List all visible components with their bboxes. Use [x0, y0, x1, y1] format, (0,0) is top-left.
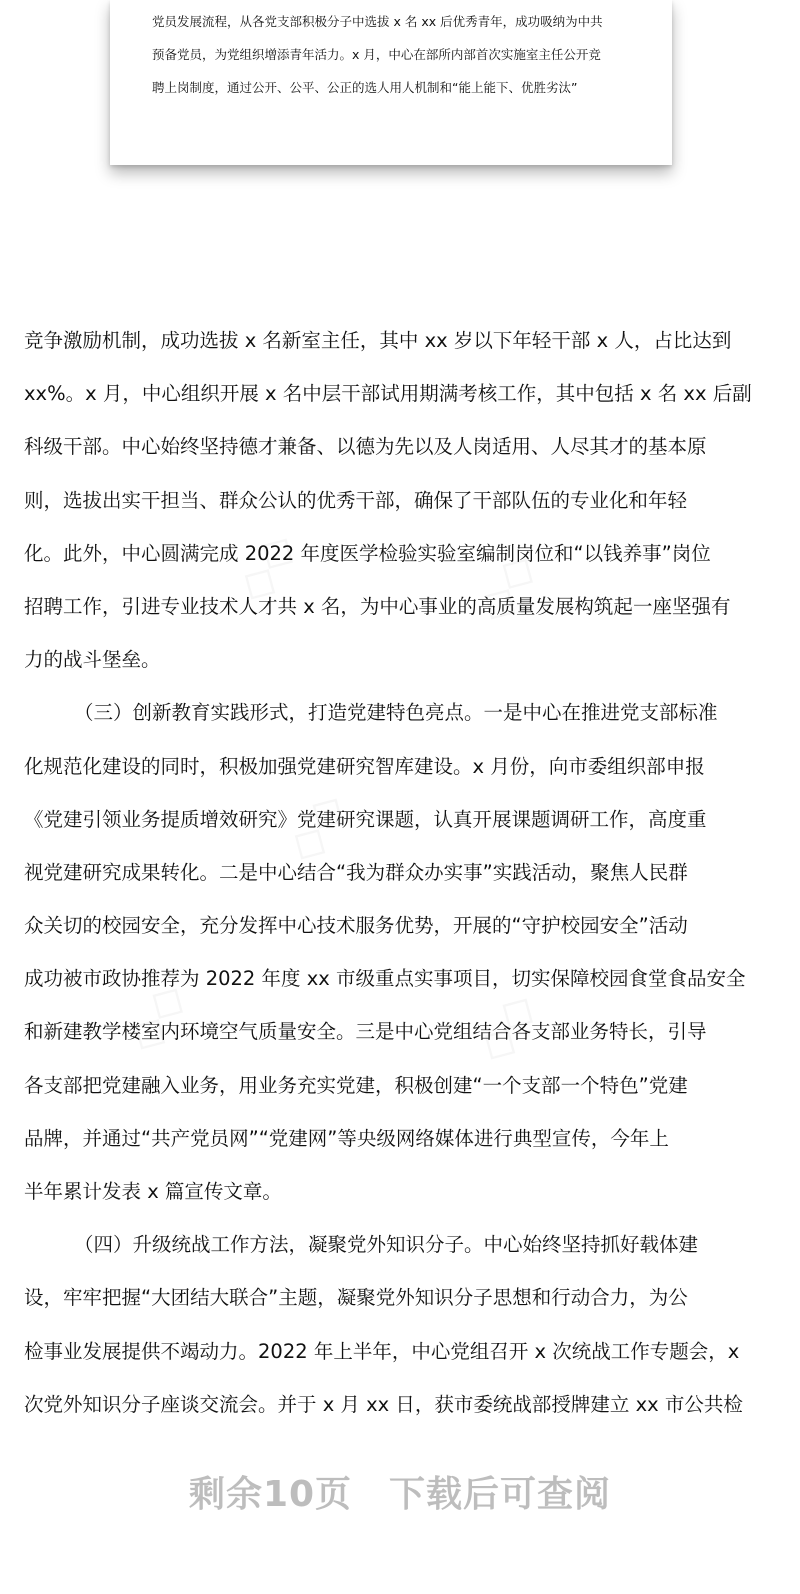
text-line: 各支部把党建融入业务，用业务充实党建，积极创建“一个支部一个特色”党建	[24, 1073, 688, 1097]
preview-line: 党员发展流程，从各党支部积极分子中选拔 x 名 xx 后优秀青年，成功吸纳为中共	[152, 14, 603, 29]
text-line: 化规范化建设的同时，积极加强党建研究智库建设。x 月份，向市委组织部申报	[24, 754, 705, 778]
text-line: 招聘工作，引进专业技术人才共 x 名，为中心事业的高质量发展构筑起一座坚强有	[24, 594, 731, 618]
text-line: 半年累计发表 x 篇宣传文章。	[24, 1180, 282, 1203]
preview-line: 聘上岗制度，通过公开、公平、公正的选人用人机制和“能上能下、优胜劣汰”	[152, 80, 578, 95]
text-line: xx%。x 月，中心组织开展 x 名中层干部试用期满考核工作，其中包括 x 名 xx 后副	[24, 382, 752, 406]
text-line: 和新建教学楼室内环境空气质量安全。三是中心党组结合各支部业务特长，引导	[24, 1020, 707, 1044]
preview-card	[110, 0, 672, 165]
text-line: 化。此外，中心圆满完成 2022 年度医学检验实验室编制岗位和“以钱养事”岗位	[24, 541, 711, 565]
text-line: 成功被市政协推荐为 2022 年度 xx 市级重点实事项目，切实保障校园食堂食品安全	[24, 967, 746, 991]
text-line: 品牌，并通过“共产党员网”“党建网”等央级网络媒体进行典型宣传，今年上	[24, 1126, 669, 1150]
text-line: 众关切的校园安全，充分发挥中心技术服务优势，开展的“守护校园安全”活动	[24, 914, 688, 938]
text-line: 《党建引领业务提质增效研究》党建研究课题，认真开展课题调研工作，高度重	[24, 807, 707, 831]
preview-line: 预备党员，为党组织增添青年活力。x 月，中心在部所内部首次实施室主任公开竞	[152, 47, 601, 62]
text-line: 科级干部。中心始终坚持德才兼备、以德为先以及人岗适用、人尽其才的基本原	[24, 435, 707, 459]
remaining-pages-notice[interactable]: 剩余10页 下载后可查阅	[188, 1474, 612, 1515]
text-line: 视党建研究成果转化。二是中心结合“我为群众办实事”实践活动，聚焦人民群	[24, 860, 688, 884]
text-line: 竞争激励机制，成功选拔 x 名新室主任，其中 xx 岁以下年轻干部 x 人，占比达到	[24, 329, 732, 352]
text-line: 力的战斗堡垒。	[24, 648, 161, 672]
document-body	[24, 314, 776, 1431]
section-heading-line: （四）升级统战工作方法，凝聚党外知识分子。中心始终坚持抓好载体建	[74, 1233, 699, 1257]
text-line: 次党外知识分子座谈交流会。并于 x 月 xx 日，获市委统战部授牌建立 xx 市公共检	[24, 1392, 743, 1416]
section-heading-line: （三）创新教育实践形式，打造党建特色亮点。一是中心在推进党支部标准	[74, 701, 718, 725]
text-line: 设，牢牢把握“大团结大联合”主题，凝聚党外知识分子思想和行动合力，为公	[24, 1286, 688, 1310]
text-line: 则，选拔出实干担当、群众公认的优秀干部，确保了干部队伍的专业化和年轻	[24, 488, 688, 512]
text-line: 检事业发展提供不竭动力。2022 年上半年，中心党组召开 x 次统战工作专题会，x	[24, 1339, 740, 1363]
